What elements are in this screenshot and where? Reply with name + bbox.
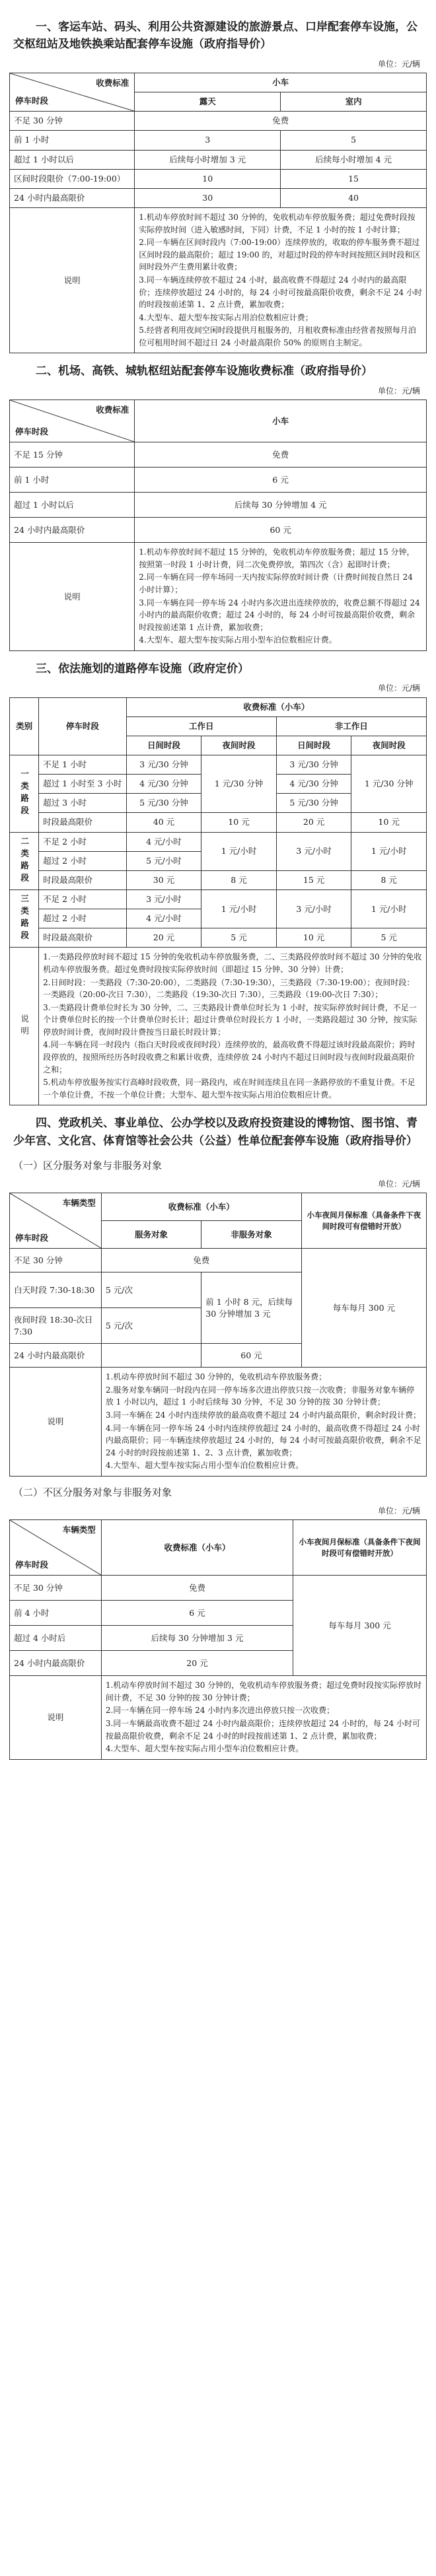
row-label: 区间时段限价（7:00-19:00） — [10, 169, 135, 188]
header-period: 停车时段 — [15, 1233, 49, 1243]
cell-value: 免费 — [135, 442, 427, 468]
cell-value: 3 元/小时 — [126, 889, 201, 909]
table-row — [10, 1576, 427, 1601]
notes-body — [101, 1368, 426, 1477]
row-label: 不足 15 分钟 — [10, 442, 135, 468]
cell-value: 60 元 — [201, 1344, 301, 1368]
header-standard: 收费标准 — [96, 78, 129, 88]
note-item: 1.机动车停放时间不超过 30 分钟的，免收机动车停放服务费；超过免费时段按实际停放时间（进入敏感时间，下同）计费，不足 1 小时的按 1 小时计算； — [139, 212, 416, 234]
row-label: 超过 2 小时 — [39, 851, 127, 870]
cell-value: 后续每小时增加 4 元 — [281, 150, 427, 169]
header-service: 服务对象 — [101, 1221, 201, 1249]
cell-value: 20 元 — [126, 928, 201, 948]
cell-value: 每车每月 300 元 — [293, 1576, 427, 1676]
row-label: 24 小时内最高限价 — [10, 1344, 102, 1368]
notes-body — [39, 948, 427, 1105]
cell-value: 4 元/30 分钟 — [276, 775, 351, 794]
section-2-table — [9, 400, 427, 651]
section-1-unit: 单位：元/辆 — [377, 59, 420, 69]
note-item: 1.机动车停放时间不超过 30 分钟的，免收机动车停放服务费；超过免费时段按实际停放时间计费，不足 30 分钟的按 30 分钟计费； — [105, 1681, 422, 1702]
cell-value: 5 元 — [201, 928, 277, 948]
note-item: 5.经营者利用夜间空闲时段提供月租服务的，月租收费标准由经营者按照每月泊位可租用时间不超过日 24 小时最高限价 50% 的原则自主制定。 — [139, 326, 416, 347]
note-item: 3.同一车辆在 24 小时内连续停放的最高收费不超过 24 小时内最高限价，剩余时段计费； — [105, 1410, 421, 1420]
header-standard: 收费标准（小车） — [101, 1520, 293, 1576]
cell-value: 后续每 30 分钟增加 4 元 — [135, 493, 427, 518]
row-label: 不足 30 分钟 — [10, 112, 135, 131]
notes-body — [135, 543, 427, 651]
header-workday: 工作日 — [126, 716, 276, 736]
table-row — [10, 889, 427, 909]
table-row — [10, 870, 427, 889]
row-label: 超过 2 小时 — [39, 909, 127, 928]
section-4a-table — [9, 1193, 427, 1477]
notes-row — [10, 207, 427, 353]
row-label: 超过 1 小时以后 — [10, 493, 135, 518]
note-item: 4.大型车、超大型车按实际占用泊位数相应计费； — [139, 312, 313, 322]
notes-label: 说明 — [10, 207, 135, 353]
header-monthly: 小车夜间月保标准（具备条件下夜间时段可有偿错时开放） — [293, 1520, 427, 1576]
section-3-title: 三、依法施划的道路停车设施（政府定价） — [36, 662, 249, 676]
table-row — [10, 131, 427, 150]
cell-value: 后续每小时增加 3 元 — [135, 150, 281, 169]
cell-value: 60 元 — [135, 518, 427, 543]
header-nonservice: 非服务对象 — [201, 1221, 301, 1249]
cell-value: 5 元/次 — [101, 1272, 201, 1308]
row-label: 超过 4 小时后 — [10, 1626, 102, 1651]
note-item: 3.同一车辆在同一停车场 24 小时内多次进出连续停放的，收费总额不得超过 24 小时内的最高限价收费；超过 24 小时的，每 24 小时可按最高限价收费，剩余时段按前述第 1 点计费，累加收费； — [139, 598, 420, 632]
section-4-title: 四、党政机关、事业单位、公办学校以及政府投资建设的博物馆、图书馆、青少年宫、文化宫、体育馆等社会公共（公益）性单位配套停车设施（政府指导价） — [13, 1117, 418, 1148]
row-label: 超过 3 小时 — [39, 794, 127, 813]
section-1-table — [9, 73, 427, 353]
table-row — [10, 468, 427, 493]
header-small-car: 小车 — [135, 73, 427, 92]
header-day-nonwork: 日间时段 — [276, 736, 351, 755]
cell-value: 3 元/小时 — [276, 832, 351, 870]
row-label: 夜间时段 18:30-次日 7:30 — [10, 1308, 102, 1344]
note-item: 4.大型车、超大型车按实际占用小型车泊位数相应计费。 — [105, 1461, 304, 1471]
cell-value: 5 — [281, 131, 427, 150]
cell-value: 10 — [135, 169, 281, 188]
notes-label: 说明 — [10, 1676, 102, 1760]
cell-value: 5 元/小时 — [126, 851, 201, 870]
diagonal-header — [10, 1520, 102, 1576]
cell-value: 30 — [135, 188, 281, 207]
notes-row — [10, 1676, 427, 1760]
note-item: 1.机动车停放时间不超过 30 分钟的，免收机动车停放服务费； — [105, 1372, 327, 1382]
header-fee: 收费标准（小车） — [126, 697, 426, 716]
cell-value: 8 元 — [201, 870, 277, 889]
cell-value: 40 — [281, 188, 427, 207]
table-row — [10, 442, 427, 468]
table-row — [10, 169, 427, 188]
cell-value: 1 元/30 分钟 — [351, 755, 427, 813]
cell-value: 6 元 — [135, 468, 427, 493]
table-row — [10, 813, 427, 832]
section-4b-unit: 单位：元/辆 — [377, 1506, 420, 1515]
cell-value: 4 元/30 分钟 — [126, 775, 201, 794]
row-label: 不足 30 分钟 — [10, 1249, 102, 1272]
header-nonworkday: 非工作日 — [276, 716, 426, 736]
section-2-unit: 单位：元/辆 — [377, 386, 420, 396]
notes-label: 说明 — [10, 543, 135, 651]
cell-value — [101, 1344, 201, 1368]
header-night-nonwork: 夜间时段 — [351, 736, 427, 755]
table-row — [10, 832, 427, 851]
note-item: 2.同一车辆在同一停车场同一天内按实际停放时间计费（计费时间按自然日 24 小时计算）； — [139, 573, 413, 594]
section-4b-title: （二）不区分服务对象与非服务对象 — [13, 1486, 172, 1499]
note-item: 4.同一车辆在同一时段内（指白天时段或夜间时段）连续停放的，最高收费不得超过该时段最高限价；跨时段停放的，按照所经历各时段收费之和累计收费，连续停放 24 小时内不超过日间时段与夜间时段最高限价之和； — [43, 1040, 416, 1074]
note-item: 1.机动车停放时间不超过 15 分钟的，免收机动车停放服务费；超过 15 分钟，按照第一时段 1 小时计费，同二次免费停放，第四次（含）起即时计费； — [139, 547, 415, 569]
header-monthly: 小车夜间月保标准（具备条件下夜间时段可有偿错时开放） — [301, 1193, 426, 1249]
section-1-title: 一、客运车站、码头、利用公共资源建设的旅游景点、口岸配套停车设施，公交枢纽站及地铁换乘站配套停车设施（政府指导价） — [13, 20, 418, 52]
table-row — [10, 518, 427, 543]
cell-value: 40 元 — [126, 813, 201, 832]
header-small-car: 小车 — [135, 400, 427, 442]
cell-value: 4 元/小时 — [126, 909, 201, 928]
section-2-title: 二、机场、高铁、城轨枢纽站配套停车设施收费标准（政府指导价） — [36, 365, 373, 378]
notes-body — [101, 1676, 426, 1760]
note-item: 4.同一车辆在同一停车场 24 小时内连续停放超过 24 小时的，最高收费不得超过 24 小时内最高限价；同一车辆连续停放超过 24 小时的，每 24 小时可按最高限价收费，剩余不足 24 小时的时段按前述第 1、2、3 点计费，累加收费； — [105, 1423, 421, 1457]
table-row — [10, 112, 427, 131]
header-category: 类别 — [10, 697, 39, 755]
header-outdoor: 露天 — [135, 92, 281, 112]
header-period: 停车时段 — [15, 1560, 49, 1570]
table-row — [10, 150, 427, 169]
header-day: 日间时段 — [126, 736, 201, 755]
note-item: 4.大型车、超大型车按实际占用小型车泊位数相应计费。 — [105, 1744, 304, 1754]
cell-value: 15 元 — [276, 870, 351, 889]
cell-value: 1 元/小时 — [201, 832, 277, 870]
note-item: 2.同一车辆在区间时段内（7:00-19:00）连续停放的，收取的停车服务费不超过区间时段的最高限价；超过 19:00 的，对超过时段的停车时间按照区间时段和区间时段外产生费用累计收费； — [139, 238, 421, 272]
cell-value: 3 元/小时 — [276, 889, 351, 928]
table-row — [10, 928, 427, 948]
note-item: 1.一类路段停放时间不超过 15 分钟的免收机动车停放服务费，二、三类路段停放时间不超过 30 分钟的免收机动车停放服务费。超过免费时段按实际停放时间（即超过 15 分钟、30 分钟）计费； — [43, 952, 422, 974]
row-label: 时段最高限价 — [39, 928, 127, 948]
cell-value: 10 元 — [276, 928, 351, 948]
diagonal-header — [10, 400, 135, 442]
cell-value: 15 — [281, 169, 427, 188]
section-3-unit: 单位：元/辆 — [377, 683, 420, 693]
note-item: 2.同一车辆在同一停车场 24 小时内多次进出停放只按一次收费； — [105, 1706, 335, 1716]
table-row — [10, 493, 427, 518]
cell-value: 免费 — [101, 1576, 293, 1601]
row-label: 超过 1 小时以后 — [10, 150, 135, 169]
row-label: 前 1 小时 — [10, 131, 135, 150]
cell-value: 前 1 小时 8 元，后续每 30 分钟增加 3 元 — [201, 1272, 301, 1344]
cell-value: 5 元/30 分钟 — [126, 794, 201, 813]
section-4a-unit: 单位：元/辆 — [377, 1179, 420, 1189]
note-item: 5.机动车停放服务按实行高峰时段收费，同一路段内，或在时间连续且在同一条路停放的不重复计费。不足一个单位计费，不按一个单位计费；大型车、超大型车按实际占用泊位数相应计费。 — [43, 1078, 416, 1099]
cell-value: 1 元/小时 — [351, 832, 427, 870]
header-period: 停车时段 — [15, 427, 49, 437]
section-4b-table — [9, 1519, 427, 1760]
note-item: 3.一类路段计费单位时长为 30 分钟，二、三类路段计费单位时长为 1 小时，按实际停放时间计费，不足一个计费单位时长的按一个计费单位时长计；超过计费单位时段长方 1 小时，一类路段超过 30 分钟，按实际停放时间计费，夜间时段计费按当日最长时段计算； — [43, 1002, 418, 1037]
cell-value: 1 元/小时 — [201, 889, 277, 928]
notes-row — [10, 543, 427, 651]
section-4a-title: （一）区分服务对象与非服务对象 — [13, 1160, 163, 1172]
table-row — [10, 755, 427, 775]
header-vehicle: 车辆类型 — [62, 1525, 96, 1535]
table-row — [10, 1249, 427, 1272]
cell-value: 10 元 — [351, 813, 427, 832]
notes-row — [10, 1368, 427, 1477]
row-label: 时段最高限价 — [39, 870, 127, 889]
diagonal-header — [10, 1193, 102, 1249]
row-label: 白天时段 7:30-18:30 — [10, 1272, 102, 1308]
cell-value: 免费 — [135, 112, 427, 131]
cell-value: 5 元 — [351, 928, 427, 948]
row-label: 时段最高限价 — [39, 813, 127, 832]
row-label: 不足 2 小时 — [39, 889, 127, 909]
cell-value: 10 元 — [201, 813, 277, 832]
cell-value: 20 元 — [101, 1651, 293, 1676]
row-label: 不足 30 分钟 — [10, 1576, 102, 1601]
note-item: 2.日间时段：一类路段（7:30-20:00），二类路段（7:30-19:30），三类路段（7:30-19:00）；夜间时段：一类路段（20:00-次日 7:30），二类路段（19:30-次日 7:30），三类路段（19:00-次日 7:30）； — [43, 977, 415, 1000]
cell-value: 3 元/30 分钟 — [126, 755, 201, 775]
header-period: 停车时段 — [15, 96, 49, 106]
cell-value: 1 元/小时 — [351, 889, 427, 928]
cell-value: 3 元/30 分钟 — [276, 755, 351, 775]
cell-value: 免费 — [101, 1249, 301, 1272]
note-item: 2.服务对象车辆同一时段内在同一停车场多次进出停放只按一次收费；非服务对象车辆停放 1 小时以内，超过 1 小时后续每 30 分钟，不足 30 分钟的按 30 分钟计费； — [105, 1385, 415, 1407]
row-label: 24 小时内最高限价 — [10, 1651, 102, 1676]
header-vehicle: 车辆类型 — [62, 1198, 96, 1208]
note-item: 3.同一车辆最高收费不超过 24 小时内最高限价；连续停放超过 24 小时的，每 24 小时可按最高限价收费，剩余不足 24 小时的时段按前述第 1、2 点计费，累加收费； — [105, 1718, 420, 1741]
cell-value: 后续每 30 分钟增加 3 元 — [101, 1626, 293, 1651]
cell-value: 5 元/次 — [101, 1308, 201, 1344]
header-night: 夜间时段 — [201, 736, 277, 755]
notes-label: 说明 — [10, 1368, 102, 1477]
row-label: 不足 1 小时 — [39, 755, 127, 775]
row-label: 超过 1 小时至 3 小时 — [39, 775, 127, 794]
header-indoor: 室内 — [281, 92, 427, 112]
note-item: 4.大型车、超大型车按实际占用小型车泊位数相应计费。 — [139, 635, 337, 645]
category-3: 三类路段 — [10, 889, 39, 947]
row-label: 前 1 小时 — [10, 468, 135, 493]
cell-value: 3 — [135, 131, 281, 150]
cell-value: 4 元/小时 — [126, 832, 201, 851]
row-label: 前 4 小时 — [10, 1601, 102, 1626]
cell-value: 1 元/30 分钟 — [201, 755, 277, 813]
cell-value: 6 元 — [101, 1601, 293, 1626]
category-1: 一类路段 — [10, 755, 39, 833]
row-label: 不足 2 小时 — [39, 832, 127, 851]
note-item: 3.同一车辆连续停放不超过 24 小时，最高收费不得超过 24 小时内的最高限价；连续停放超过 24 小时的，每 24 小时可按最高限价收费，剩余不足 24 小时的时段按前述第 1、2 点计费，累加收费； — [139, 275, 422, 310]
row-label: 24 小时内最高限价 — [10, 518, 135, 543]
cell-value: 20 元 — [276, 813, 351, 832]
diagonal-header — [10, 73, 135, 112]
row-label: 24 小时内最高限价 — [10, 188, 135, 207]
section-3-table — [9, 697, 427, 1106]
notes-label: 说明 — [10, 948, 39, 1105]
cell-value: 30 元 — [126, 870, 201, 889]
cell-value: 5 元/30 分钟 — [276, 794, 351, 813]
notes-body — [135, 207, 427, 353]
header-period: 停车时段 — [39, 697, 127, 755]
cell-value: 每车每月 300 元 — [301, 1249, 426, 1368]
notes-row — [10, 948, 427, 1105]
cell-value: 8 元 — [351, 870, 427, 889]
table-row — [10, 188, 427, 207]
header-standard: 收费标准 — [96, 405, 129, 415]
header-standard-small: 收费标准（小车） — [101, 1193, 301, 1221]
category-2: 二类路段 — [10, 832, 39, 889]
